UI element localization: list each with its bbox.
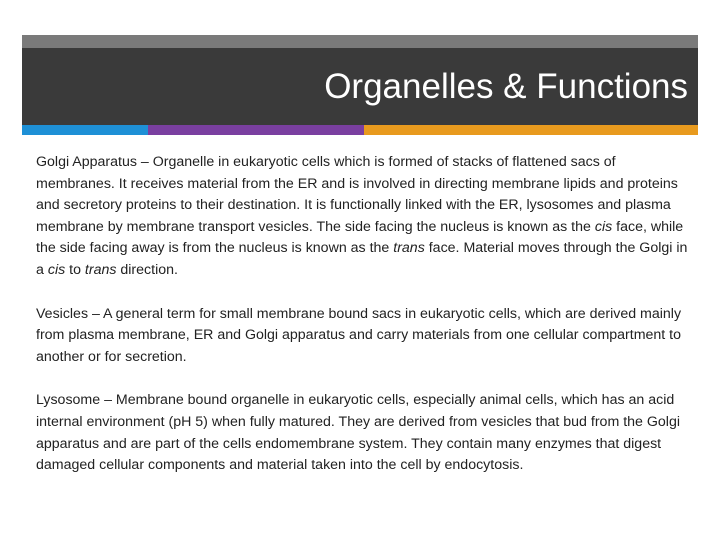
accent-segment-purple <box>148 125 364 135</box>
golgi-term-trans-1: trans <box>393 240 425 257</box>
accent-segment-orange <box>364 125 698 135</box>
golgi-text-1: Golgi Apparatus – Organelle in eukaryotic cells which is formed of stacks of flattened sacs of membranes. It receives material from the ER and is involved in directing membrane lipids and proteins and secretory proteins to their destination. It is functionally linked with the ER, lysosomes and plasma membrane by membrane transport vesicles. The side facing the nucleus is known as the <box>36 154 678 235</box>
accent-segment-blue <box>22 125 148 135</box>
accent-bar <box>22 125 698 135</box>
golgi-text-2: face, while the side facing away is from the nucleus is known as the <box>36 218 684 257</box>
golgi-text-3: face. Material moves through the Golgi in a <box>36 240 688 278</box>
title-band <box>22 35 698 125</box>
golgi-term-cis-2: cis <box>47 261 66 278</box>
golgi-text-4: to <box>65 261 85 278</box>
slide-body <box>36 152 692 499</box>
golgi-text-5: direction. <box>116 261 178 278</box>
lysosome-paragraph: Lysosome – Membrane bound organelle in eukaryotic cells, especially animal cells, which has an acid internal environment (pH 5) when fully matured. They are derived from vesicles that bud from the Golgi apparatus and are part of the cells endomembrane system. They contain many enzymes that digest damaged cellular components and material taken into the cell by endocytosis. <box>36 392 680 474</box>
slide-title: Organelles & Functions <box>324 67 688 106</box>
golgi-term-cis-1: cis <box>594 218 613 235</box>
golgi-term-trans-2: trans <box>84 261 117 278</box>
golgi-paragraph <box>36 152 692 282</box>
vesicles-paragraph: Vesicles – A general term for small membrane bound sacs in eukaryotic cells, which are derived mainly from plasma membrane, ER and Golgi apparatus and carry materials from one cellular compartment to another or for secretion. <box>36 305 682 365</box>
